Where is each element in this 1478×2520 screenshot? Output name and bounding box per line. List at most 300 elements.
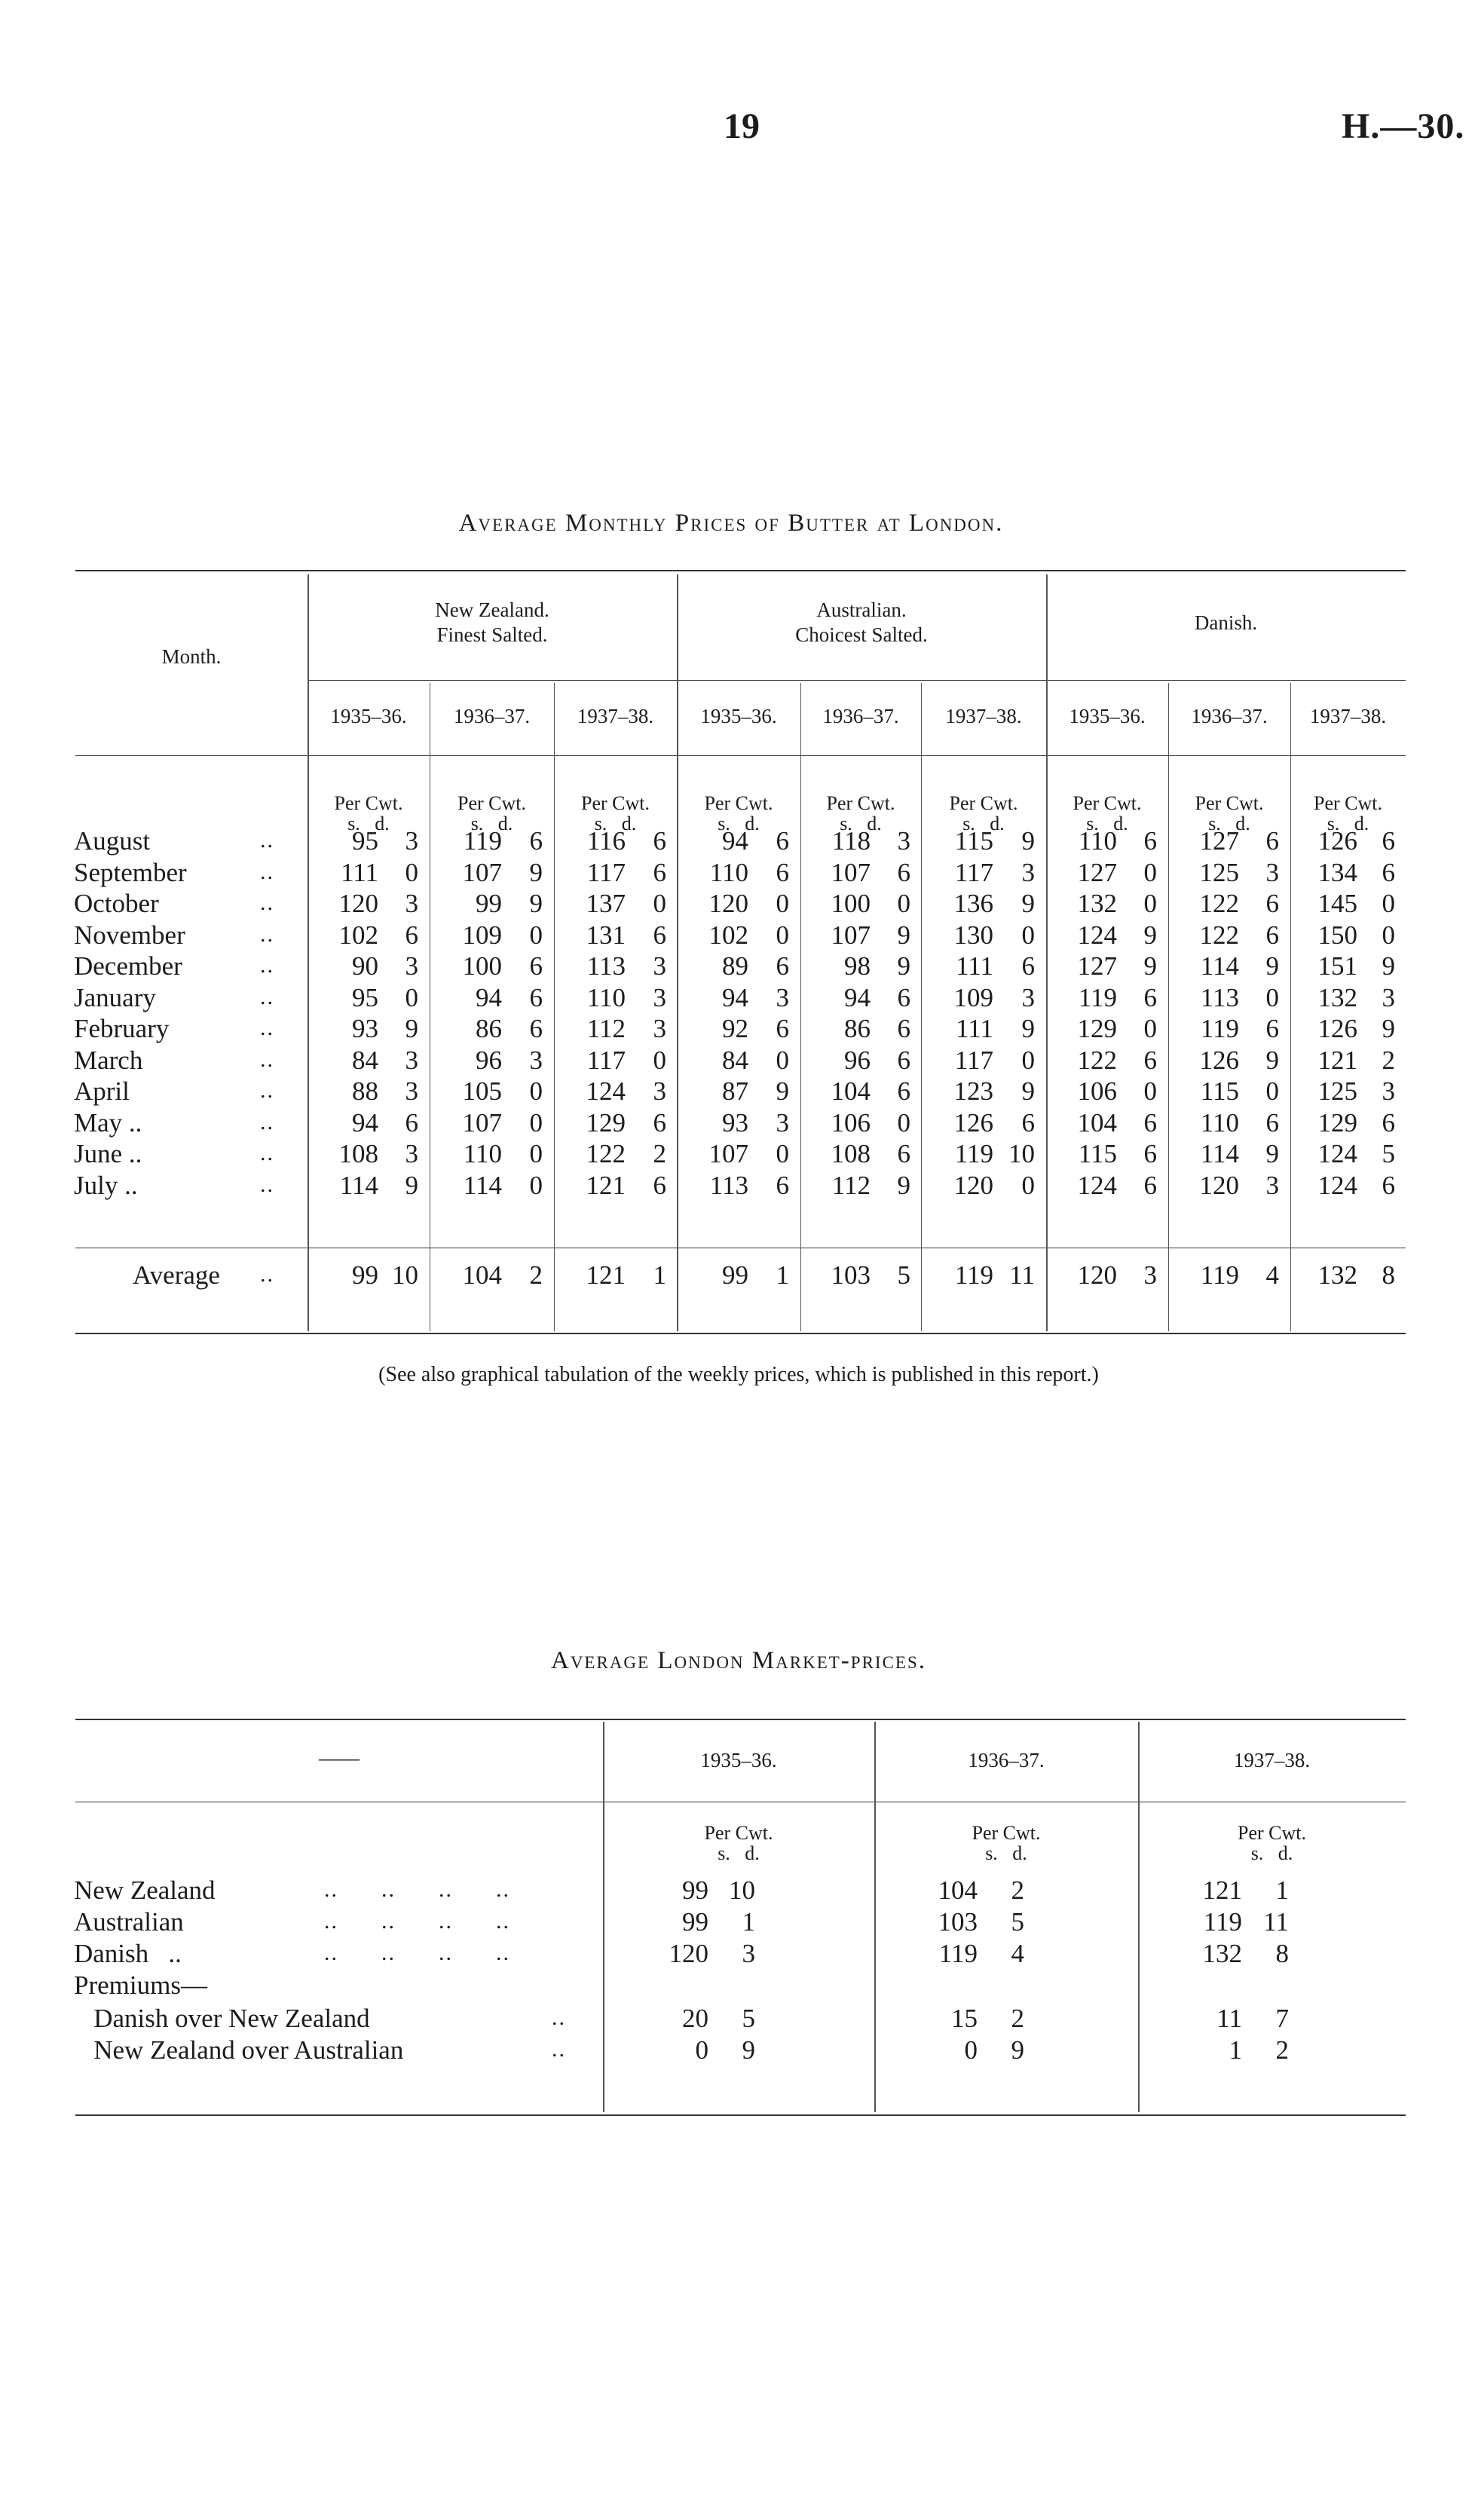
leader-dots: ..	[260, 1015, 274, 1040]
price-pence: 3	[653, 1076, 666, 1106]
price-pence: 6	[1021, 1108, 1035, 1138]
price-pence: 1	[1275, 1875, 1289, 1905]
price-shillings: 107	[708, 1139, 748, 1168]
row-label: New Zealand over Australian	[74, 2035, 404, 2065]
price-shillings: 99	[722, 1260, 748, 1290]
price-shillings: 103	[938, 1907, 978, 1937]
price-pence: 6	[776, 826, 789, 856]
leader-dots: ..	[552, 2037, 566, 2062]
price-shillings: 106	[831, 1108, 871, 1138]
month-label: June ..	[74, 1139, 142, 1168]
leader-dots: ..	[260, 1047, 274, 1072]
price-shillings: 107	[831, 858, 871, 887]
price-shillings: 0	[695, 2035, 708, 2065]
price-pence: 6	[1143, 1046, 1157, 1075]
price-shillings: 120	[338, 889, 378, 918]
unit-shillings-pence: s. d.	[470, 813, 513, 834]
price-shillings: 115	[954, 826, 993, 856]
price-shillings: 94	[476, 983, 502, 1012]
price-pence: 9	[1021, 1076, 1035, 1106]
price-shillings: 114	[1200, 951, 1239, 981]
price-shillings: 134	[1317, 858, 1357, 887]
price-pence: 0	[776, 1139, 789, 1168]
price-shillings: 111	[341, 858, 378, 887]
price-shillings: 94	[352, 1108, 378, 1138]
price-pence: 0	[776, 889, 789, 918]
price-pence: 6	[653, 920, 666, 950]
price-pence: 6	[653, 1108, 666, 1138]
price-shillings: 93	[722, 1108, 748, 1138]
table1-bottom-rule	[75, 1333, 1406, 1334]
price-shillings: 131	[586, 920, 626, 950]
price-shillings: 129	[1077, 1014, 1117, 1043]
price-shillings: 99	[476, 889, 502, 918]
price-shillings: 111	[956, 951, 993, 981]
price-shillings: 95	[352, 826, 378, 856]
price-shillings: 118	[831, 826, 871, 856]
price-pence: 0	[405, 983, 418, 1012]
month-label: July ..	[74, 1171, 138, 1200]
month-label: April	[74, 1076, 130, 1106]
unit-per-cwt: Per Cwt.	[704, 1822, 773, 1844]
unit-shillings-pence: s. d.	[347, 813, 390, 834]
price-pence: 6	[1382, 1108, 1395, 1138]
leader-dots: ..	[260, 1172, 274, 1197]
price-pence: 3	[1382, 1076, 1395, 1106]
unit-shillings-pence: s. d.	[718, 813, 760, 834]
price-pence: 0	[1382, 889, 1395, 918]
price-pence: 10	[729, 1875, 755, 1905]
price-pence: 5	[742, 2004, 755, 2033]
price-shillings: 99	[682, 1907, 708, 1937]
month-label: October	[74, 889, 159, 918]
month-label: May ..	[74, 1108, 142, 1138]
price-pence: 6	[529, 951, 543, 981]
price-shillings: 110	[586, 983, 626, 1012]
price-pence: 6	[897, 1046, 910, 1075]
month-label: February	[74, 1014, 170, 1043]
leader-dots: ..	[260, 953, 274, 978]
unit-shillings-pence: s. d.	[962, 813, 1005, 834]
price-shillings: 145	[1317, 889, 1357, 918]
price-pence: 3	[405, 1139, 418, 1168]
price-shillings: 115	[1078, 1139, 1117, 1168]
price-shillings: 114	[1200, 1139, 1239, 1168]
price-pence: 3	[1021, 858, 1035, 887]
price-shillings: 110	[463, 1139, 502, 1168]
price-pence: 6	[897, 1014, 910, 1043]
month-column-header: Month.	[161, 645, 222, 668]
price-shillings: 11	[1216, 2004, 1242, 2033]
price-shillings: 119	[1203, 1907, 1242, 1937]
price-pence: 3	[1143, 1260, 1157, 1290]
page-number: 19	[724, 106, 760, 146]
price-pence: 0	[1382, 920, 1395, 950]
price-shillings: 93	[352, 1014, 378, 1043]
price-pence: 6	[1143, 1108, 1157, 1138]
month-label: August	[74, 826, 151, 856]
table1-title: Average Monthly Prices of Butter at London.	[458, 510, 1004, 537]
group-header-australian	[677, 598, 1046, 648]
price-pence: 6	[1143, 1171, 1157, 1200]
price-pence: 3	[1265, 858, 1279, 887]
price-shillings: 112	[831, 1171, 871, 1200]
price-shillings: 124	[1317, 1171, 1357, 1200]
unit-shillings-pence: s. d.	[1327, 813, 1369, 834]
unit-shillings-pence: s. d.	[1086, 813, 1128, 834]
price-pence: 3	[742, 1939, 755, 1968]
price-pence: 6	[776, 1171, 789, 1200]
price-pence: 5	[1382, 1139, 1395, 1168]
row-label: Danish over New Zealand	[74, 2004, 370, 2033]
price-pence: 6	[897, 858, 910, 887]
unit-per-cwt: Per Cwt.	[826, 792, 895, 814]
price-shillings: 110	[1200, 1108, 1239, 1138]
price-pence: 3	[1382, 983, 1395, 1012]
price-pence: 6	[529, 826, 543, 856]
price-pence: 6	[1382, 858, 1395, 887]
price-pence: 9	[1143, 920, 1157, 950]
price-pence: 9	[405, 1171, 418, 1200]
price-shillings: 132	[1317, 1260, 1357, 1290]
table2-col-divider	[603, 1722, 604, 2112]
leader-dots: ..	[260, 1110, 274, 1134]
unit-per-cwt: Per Cwt.	[1073, 792, 1142, 814]
price-pence: 0	[529, 920, 543, 950]
price-pence: 9	[529, 858, 543, 887]
price-shillings: 129	[1317, 1108, 1357, 1138]
price-shillings: 86	[476, 1014, 502, 1043]
price-shillings: 117	[586, 858, 626, 887]
table1-year-header: 1936–37.	[453, 705, 531, 727]
price-shillings: 109	[462, 920, 502, 950]
table2-year-header: 1937–38.	[1233, 1749, 1311, 1771]
price-pence: 6	[897, 1139, 910, 1168]
row-label: Australian	[74, 1907, 184, 1937]
price-shillings: 94	[722, 826, 748, 856]
table1-year-header: 1937–38.	[577, 705, 654, 727]
price-shillings: 104	[1077, 1108, 1117, 1138]
price-pence: 9	[776, 1076, 789, 1106]
price-pence: 0	[653, 1046, 666, 1075]
price-pence: 3	[653, 1014, 666, 1043]
price-shillings: 126	[1317, 1014, 1357, 1043]
price-shillings: 121	[1202, 1875, 1242, 1905]
price-shillings: 102	[338, 920, 378, 950]
leader-dots: ..	[260, 1141, 274, 1165]
price-shillings: 104	[938, 1875, 978, 1905]
price-pence: 6	[1265, 1108, 1279, 1138]
price-shillings: 122	[1199, 889, 1239, 918]
price-shillings: 106	[1077, 1076, 1117, 1106]
price-pence: 9	[1265, 1139, 1279, 1168]
price-shillings: 119	[938, 1939, 978, 1968]
price-pence: 6	[776, 951, 789, 981]
price-shillings: 123	[953, 1076, 993, 1106]
table2-top-rule	[75, 1719, 1406, 1720]
table2-bottom-rule	[75, 2114, 1406, 2116]
price-shillings: 122	[1199, 920, 1239, 950]
price-shillings: 115	[1200, 1076, 1239, 1106]
price-shillings: 108	[831, 1139, 871, 1168]
price-shillings: 119	[954, 1139, 993, 1168]
unit-per-cwt: Per Cwt.	[1314, 792, 1382, 814]
price-shillings: 99	[352, 1260, 378, 1290]
price-shillings: 119	[1200, 1260, 1239, 1290]
unit-per-cwt: Per Cwt.	[581, 792, 650, 814]
price-pence: 7	[1275, 2004, 1289, 2033]
price-pence: 3	[405, 1046, 418, 1075]
price-shillings: 99	[682, 1875, 708, 1905]
price-pence: 0	[1021, 1171, 1035, 1200]
price-pence: 6	[405, 920, 418, 950]
price-shillings: 119	[1078, 983, 1117, 1012]
price-shillings: 130	[953, 920, 993, 950]
price-pence: 0	[1143, 1014, 1157, 1043]
price-pence: 0	[529, 1076, 543, 1106]
unit-per-cwt: Per Cwt.	[457, 792, 526, 814]
price-shillings: 124	[1077, 1171, 1117, 1200]
price-pence: 0	[776, 1046, 789, 1075]
price-shillings: 113	[1200, 983, 1239, 1012]
price-pence: 3	[405, 951, 418, 981]
price-pence: 9	[1011, 2035, 1024, 2065]
group-name-line1: Danish.	[1194, 611, 1258, 634]
price-pence: 0	[1143, 1076, 1157, 1106]
price-shillings: 119	[1200, 1014, 1239, 1043]
price-pence: 6	[776, 1014, 789, 1043]
table1-year-header: 1935–36.	[700, 705, 777, 727]
table2-corner-dash: ——	[319, 1747, 360, 1769]
table1-year-header: 1937–38.	[1309, 705, 1387, 727]
price-shillings: 100	[462, 951, 502, 981]
price-shillings: 136	[953, 889, 993, 918]
price-shillings: 95	[352, 983, 378, 1012]
leader-dots: ..	[260, 984, 274, 1009]
price-shillings: 88	[352, 1076, 378, 1106]
price-pence: 0	[529, 1171, 543, 1200]
price-shillings: 137	[586, 889, 626, 918]
price-pence: 9	[1021, 889, 1035, 918]
price-shillings: 124	[1077, 920, 1117, 950]
unit-header	[603, 1823, 874, 1863]
price-pence: 4	[1265, 1260, 1279, 1290]
price-shillings: 20	[682, 2004, 708, 2033]
price-pence: 9	[1021, 826, 1035, 856]
unit-per-cwt: Per Cwt.	[704, 792, 773, 814]
price-shillings: 89	[722, 951, 748, 981]
group-name-line1: Australian.	[816, 599, 907, 621]
price-shillings: 120	[1077, 1260, 1117, 1290]
price-pence: 6	[529, 1014, 543, 1043]
price-pence: 2	[1275, 2035, 1289, 2065]
price-pence: 6	[1021, 951, 1035, 981]
price-pence: 9	[897, 1171, 910, 1200]
price-shillings: 132	[1077, 889, 1117, 918]
average-label: Average	[133, 1260, 220, 1290]
price-pence: 6	[1382, 1171, 1395, 1200]
price-pence: 1	[653, 1260, 666, 1290]
table1-year-header: 1935–36.	[1069, 705, 1146, 727]
table2-year-header: 1936–37.	[968, 1749, 1045, 1771]
table1-year-header: 1937–38.	[945, 705, 1022, 727]
price-pence: 2	[653, 1139, 666, 1168]
month-label: November	[74, 920, 185, 950]
table1-year-header: 1936–37.	[1191, 705, 1268, 727]
price-pence: 5	[1011, 1907, 1024, 1937]
price-pence: 1	[776, 1260, 789, 1290]
price-pence: 9	[742, 2035, 755, 2065]
price-shillings: 132	[1317, 983, 1357, 1012]
price-pence: 6	[1265, 889, 1279, 918]
price-shillings: 120	[708, 889, 748, 918]
price-shillings: 126	[953, 1108, 993, 1138]
price-pence: 6	[653, 858, 666, 887]
table1-footnote: (See also graphical tabulation of the weekly prices, which is published in this report.)	[378, 1363, 1099, 1386]
price-pence: 6	[529, 983, 543, 1012]
price-shillings: 117	[954, 858, 993, 887]
price-pence: 3	[405, 826, 418, 856]
price-shillings: 129	[586, 1108, 626, 1138]
price-shillings: 126	[1317, 826, 1357, 856]
row-label: Danish ..	[74, 1939, 182, 1968]
price-shillings: 114	[339, 1171, 378, 1200]
table2-title: Average London Market-prices.	[550, 1647, 927, 1674]
leader-dots: ..	[260, 828, 274, 853]
price-shillings: 127	[1077, 858, 1117, 887]
price-pence: 0	[529, 1139, 543, 1168]
price-shillings: 94	[722, 983, 748, 1012]
price-pence: 0	[1143, 858, 1157, 887]
price-pence: 3	[405, 1076, 418, 1106]
price-shillings: 104	[831, 1076, 871, 1106]
price-pence: 0	[1021, 1046, 1035, 1075]
price-pence: 0	[897, 889, 910, 918]
price-shillings: 127	[1077, 951, 1117, 981]
price-pence: 3	[653, 983, 666, 1012]
price-shillings: 120	[1199, 1171, 1239, 1200]
price-shillings: 110	[1078, 826, 1117, 856]
leader-dots: ..	[260, 890, 274, 915]
price-pence: 0	[529, 1108, 543, 1138]
price-pence: 3	[653, 951, 666, 981]
price-pence: 9	[1265, 1046, 1279, 1075]
price-pence: 0	[897, 1108, 910, 1138]
price-shillings: 111	[956, 1014, 993, 1043]
unit-per-cwt: Per Cwt.	[334, 792, 403, 814]
price-pence: 6	[897, 983, 910, 1012]
price-pence: 6	[653, 826, 666, 856]
price-pence: 0	[1265, 1076, 1279, 1106]
table1-header-rule	[75, 755, 1406, 756]
price-shillings: 107	[462, 1108, 502, 1138]
leader-dots: ..	[260, 922, 274, 947]
leader-dots: .. .. .. ..	[324, 1909, 510, 1934]
price-shillings: 104	[462, 1260, 502, 1290]
price-shillings: 132	[1202, 1939, 1242, 1968]
price-pence: 3	[529, 1046, 543, 1075]
unit-shillings-pence: s. d.	[840, 813, 882, 834]
price-shillings: 84	[352, 1046, 378, 1075]
table2-year-header: 1935–36.	[700, 1749, 777, 1771]
group-name-line2: Choicest Salted.	[795, 623, 928, 646]
price-shillings: 122	[586, 1139, 626, 1168]
price-shillings: 124	[1317, 1139, 1357, 1168]
price-shillings: 119	[954, 1260, 993, 1290]
price-shillings: 94	[844, 983, 871, 1012]
price-shillings: 110	[709, 858, 748, 887]
price-shillings: 125	[1317, 1076, 1357, 1106]
price-pence: 8	[1275, 1939, 1289, 1968]
price-pence: 11	[1009, 1260, 1035, 1290]
leader-dots: ..	[552, 2005, 566, 2030]
price-shillings: 112	[586, 1014, 626, 1043]
unit-shillings-pence: s. d.	[718, 1842, 760, 1864]
price-pence: 6	[1265, 1014, 1279, 1043]
price-pence: 9	[1143, 951, 1157, 981]
unit-per-cwt: Per Cwt.	[972, 1822, 1041, 1844]
price-pence: 0	[653, 889, 666, 918]
table2-col-divider	[874, 1722, 876, 2112]
price-pence: 9	[1382, 1014, 1395, 1043]
price-shillings: 127	[1199, 826, 1239, 856]
row-label: Premiums—	[74, 1970, 207, 2000]
price-pence: 6	[405, 1108, 418, 1138]
unit-header	[1138, 1823, 1406, 1863]
price-pence: 1	[742, 1907, 755, 1937]
price-pence: 0	[1021, 920, 1035, 950]
price-shillings: 96	[844, 1046, 871, 1075]
price-pence: 2	[1011, 2004, 1024, 2033]
price-pence: 0	[776, 920, 789, 950]
unit-shillings-pence: s. d.	[594, 813, 637, 834]
price-shillings: 114	[463, 1171, 502, 1200]
price-shillings: 117	[586, 1046, 626, 1075]
month-label: September	[74, 858, 187, 887]
price-shillings: 96	[476, 1046, 502, 1075]
price-pence: 9	[1021, 1014, 1035, 1043]
table1-group-rule	[308, 680, 1406, 681]
price-pence: 6	[1265, 920, 1279, 950]
price-shillings: 126	[1199, 1046, 1239, 1075]
unit-per-cwt: Per Cwt.	[949, 792, 1018, 814]
price-pence: 3	[405, 889, 418, 918]
price-pence: 4	[1011, 1939, 1024, 1968]
price-shillings: 150	[1317, 920, 1357, 950]
price-pence: 0	[1265, 983, 1279, 1012]
month-label: December	[74, 951, 182, 981]
price-pence: 9	[897, 920, 910, 950]
leader-dots: ..	[260, 1262, 274, 1287]
price-shillings: 117	[954, 1046, 993, 1075]
unit-shillings-pence: s. d.	[1208, 813, 1250, 834]
price-shillings: 0	[964, 2035, 978, 2065]
price-shillings: 151	[1317, 951, 1357, 981]
price-shillings: 90	[352, 951, 378, 981]
price-shillings: 119	[463, 826, 502, 856]
price-pence: 9	[897, 951, 910, 981]
price-pence: 6	[776, 858, 789, 887]
price-shillings: 116	[586, 826, 626, 856]
price-shillings: 113	[586, 951, 626, 981]
price-shillings: 102	[708, 920, 748, 950]
price-pence: 6	[653, 1171, 666, 1200]
table1-year-header: 1935–36.	[330, 705, 407, 727]
price-pence: 3	[776, 1108, 789, 1138]
price-pence: 8	[1382, 1260, 1395, 1290]
price-pence: 9	[1382, 951, 1395, 981]
price-shillings: 121	[586, 1171, 626, 1200]
